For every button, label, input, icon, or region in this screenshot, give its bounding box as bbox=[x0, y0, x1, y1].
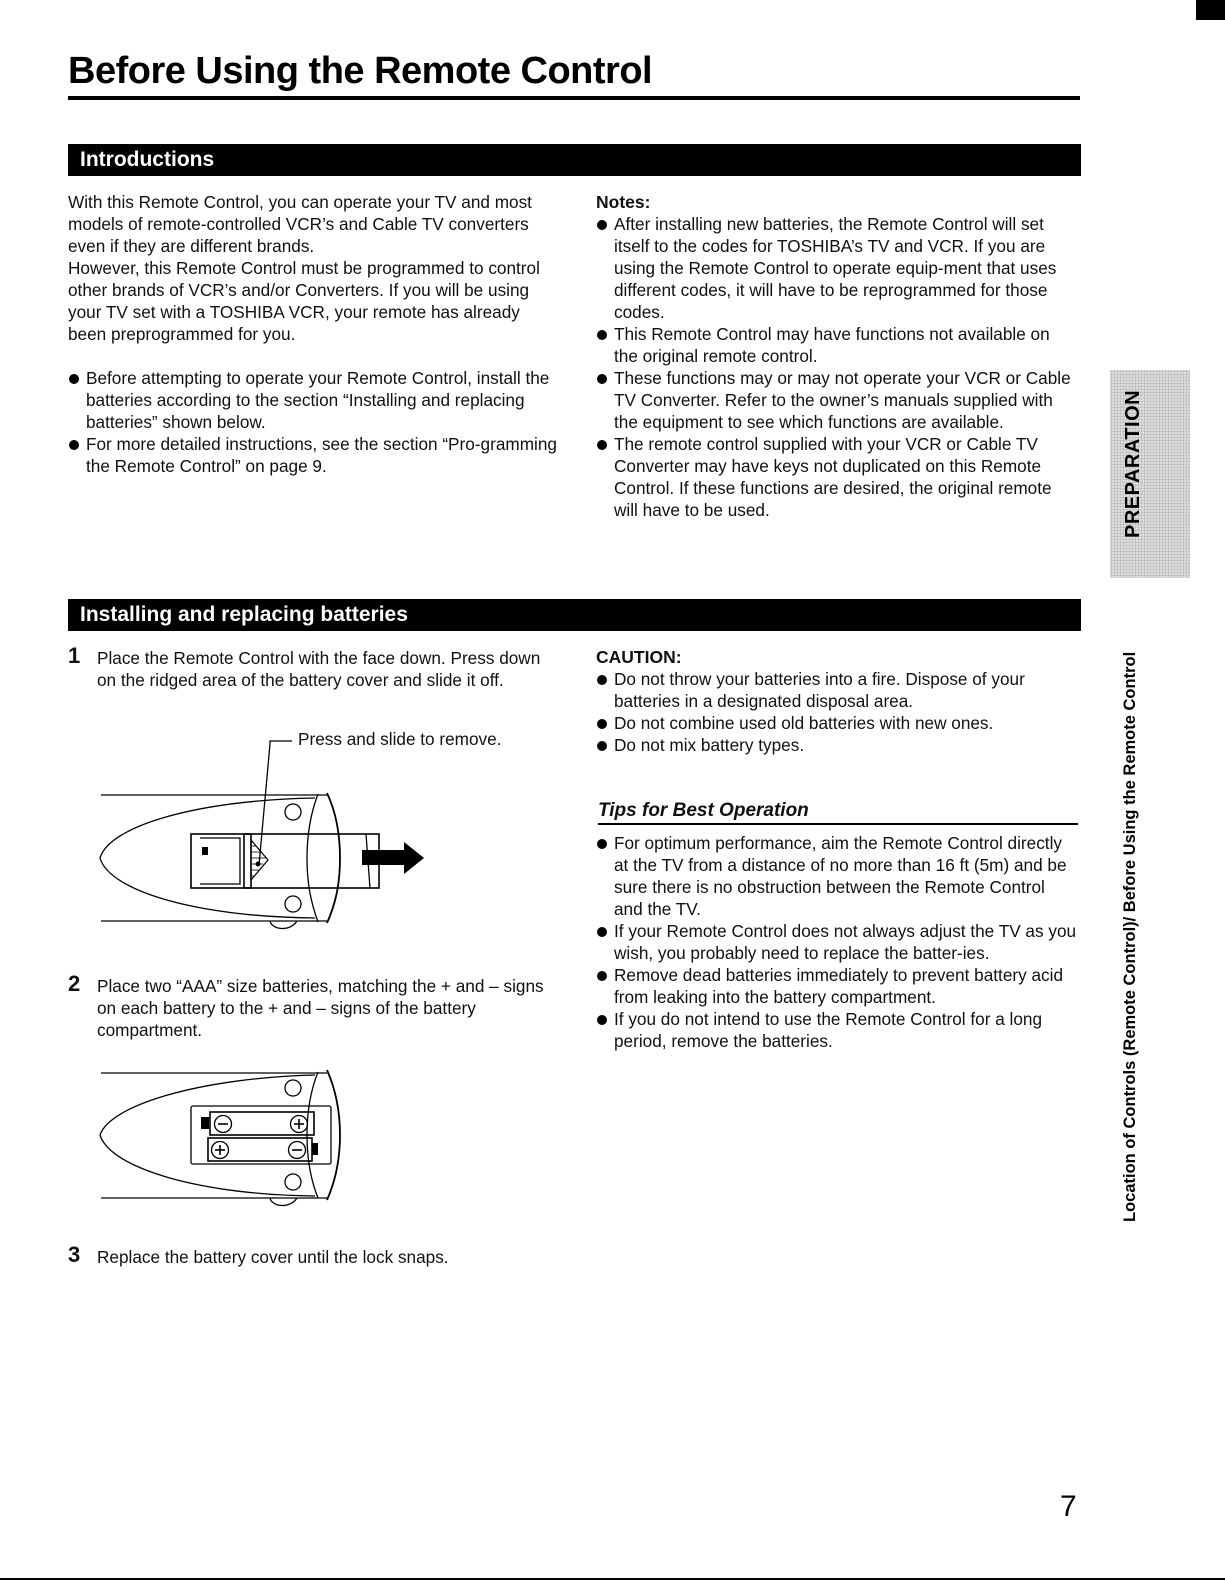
intro-paragraph: However, this Remote Control must be programmed to control other brands of VCR’s and/or Converters. If you will be using your TV set with a TOSHIBA VCR, your remote has already been preprogrammed for you. bbox=[68, 258, 540, 344]
page-title: Before Using the Remote Control bbox=[68, 50, 653, 92]
caution-list bbox=[596, 668, 1078, 756]
bullet-icon bbox=[597, 839, 607, 849]
list-item: If your Remote Control does not always adjust the TV as you wish, you probably need to replace the batter-ies. bbox=[596, 920, 1078, 964]
step-number: 3 bbox=[68, 1242, 81, 1267]
bullet-icon bbox=[597, 675, 607, 685]
bottom-border bbox=[0, 1578, 1225, 1580]
step-text: Replace the battery cover until the lock snaps. bbox=[97, 1247, 449, 1267]
tips-column bbox=[596, 832, 1078, 1052]
list-item: After installing new batteries, the Remote Control will set itself to the codes for TOSHIBA’s TV and VCR. If you are using the Remote Control to operate equip-ment that uses different codes, it will have to be reprogrammed for those codes. bbox=[596, 213, 1078, 323]
bullet-icon bbox=[597, 741, 607, 751]
bullet-icon bbox=[597, 971, 607, 981]
caution-heading: CAUTION: bbox=[596, 647, 682, 667]
list-item: Do not throw your batteries into a fire. Dispose of your batteries in a designated disposal area. bbox=[596, 668, 1078, 712]
side-tab-label: PREPARATION bbox=[1122, 389, 1144, 538]
list-item: These functions may or may not operate your VCR or Cable TV Converter. Refer to the owner’s manuals supplied with the equipment to see which functions are available. bbox=[596, 367, 1078, 433]
step-text: Place the Remote Control with the face down. Press down on the ridged area of the battery cover and slide it off. bbox=[97, 648, 541, 690]
list-item: For more detailed instructions, see the section “Pro-gramming the Remote Control” on page 9. bbox=[68, 433, 558, 477]
running-header: Location of Controls (Remote Control)/ Before Using the Remote Control bbox=[1121, 651, 1139, 1222]
figure-callout-press-slide: Press and slide to remove. bbox=[298, 729, 502, 749]
step-number: 1 bbox=[68, 643, 81, 668]
section-heading-introductions: Introductions bbox=[68, 144, 1081, 176]
list-item: Do not mix battery types. bbox=[596, 734, 1078, 756]
list-item: Remove dead batteries immediately to prevent battery acid from leaking into the battery compartment. bbox=[596, 964, 1078, 1008]
page-number: 7 bbox=[1060, 1490, 1077, 1523]
list-item: Before attempting to operate your Remote Control, install the batteries according to the section “Installing and replacing batteries” shown below. bbox=[68, 367, 558, 433]
list-item: This Remote Control may have functions not available on the original remote control. bbox=[596, 323, 1078, 367]
tips-heading: Tips for Best Operation bbox=[598, 800, 1078, 825]
intro-paragraph: With this Remote Control, you can operate your TV and most models of remote-controlled VCR’s and Cable TV converters even if they are different brands. bbox=[68, 192, 532, 256]
step-3 bbox=[68, 1242, 548, 1268]
list-item: Do not combine used old batteries with new ones. bbox=[596, 712, 1078, 734]
step-text: Place two “AAA” size batteries, matching the + and – signs on each battery to the + and – signs of the battery compartment. bbox=[97, 976, 544, 1040]
caution-column bbox=[596, 646, 1078, 756]
list-item: For optimum performance, aim the Remote Control directly at the TV from a distance of no more than 16 ft (5m) and be sure there is no obstruction between the Remote Control and the TV. bbox=[596, 832, 1078, 920]
bullet-icon bbox=[597, 1015, 607, 1025]
list-item: If you do not intend to use the Remote Control for a long period, remove the batteries. bbox=[596, 1008, 1078, 1052]
notes-heading: Notes: bbox=[596, 192, 651, 212]
bullet-icon bbox=[597, 927, 607, 937]
bullet-icon bbox=[597, 719, 607, 729]
tips-list bbox=[596, 832, 1078, 1052]
list-item: The remote control supplied with your VCR or Cable TV Converter may have keys not duplicated on this Remote Control. If these functions are desired, the original remote will have to be used. bbox=[596, 433, 1078, 521]
step-number: 2 bbox=[68, 971, 81, 996]
section-heading-batteries: Installing and replacing batteries bbox=[68, 599, 1081, 631]
